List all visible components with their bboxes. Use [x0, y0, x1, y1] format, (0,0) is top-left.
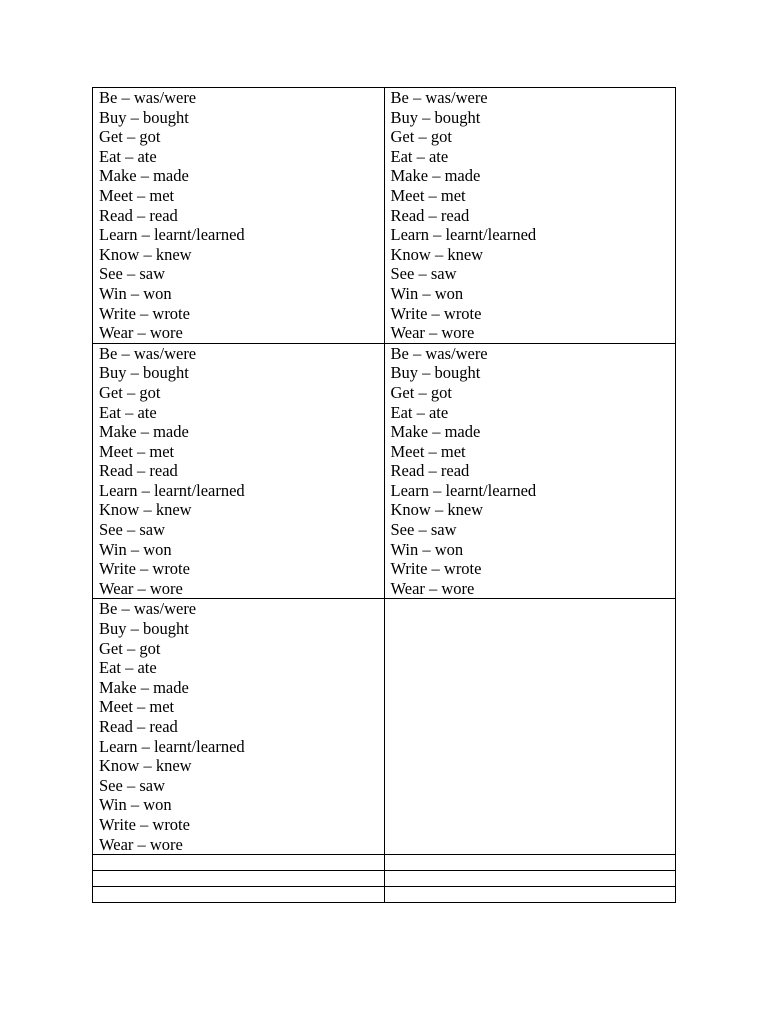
table-cell-empty	[93, 855, 385, 871]
verb-list-item: Read – read	[99, 717, 178, 736]
verb-list-item: Meet – met	[99, 185, 175, 205]
verb-list	[99, 88, 378, 343]
table-cell	[384, 343, 676, 599]
verb-list-item: Make – made	[99, 166, 189, 186]
verb-list-item: Learn – learnt/learned	[390, 480, 537, 500]
verb-list-item: Make – made	[99, 677, 189, 697]
verb-list-item: Know – knew	[99, 500, 192, 520]
table-row-empty	[93, 887, 676, 903]
verb-list-item: Learn – learnt/learned	[390, 225, 537, 245]
verb-list-item: Read – read	[390, 461, 470, 481]
verb-list-item: Meet – met	[390, 185, 466, 205]
verb-list-item: Win – won	[99, 539, 172, 559]
verb-list-item: Learn – learnt/learned	[99, 736, 245, 756]
verb-list-item: Know – knew	[390, 244, 484, 264]
table-row-empty	[93, 855, 676, 871]
verb-list-item: See – saw	[99, 264, 165, 284]
verb-list	[99, 599, 378, 854]
verb-list-item: Know – knew	[99, 244, 192, 264]
verb-list-item: Get – got	[390, 382, 452, 402]
verb-list-item: Learn – learnt/learned	[99, 480, 245, 500]
verb-list-item: Read – read	[99, 205, 178, 225]
verb-list-item: Eat – ate	[390, 402, 449, 422]
verb-list-item: Wear – wore	[99, 323, 183, 343]
verb-list-item: Get – got	[99, 382, 161, 402]
verb-table	[92, 87, 676, 903]
verb-list-item: Be – was/were	[390, 88, 488, 107]
table-cell-empty	[384, 599, 676, 855]
verb-list-item: Read – read	[99, 461, 178, 481]
verb-list-item: Meet – met	[99, 697, 175, 717]
table-row	[93, 599, 676, 855]
verb-list-item: Know – knew	[99, 756, 192, 776]
table-cell	[93, 343, 385, 599]
verb-list-item: Know – knew	[390, 500, 484, 520]
verb-list-item: Be – was/were	[99, 599, 197, 619]
verb-list-item: Get – got	[99, 127, 161, 147]
table-cell	[384, 88, 676, 344]
verb-list-item: Get – got	[99, 638, 161, 658]
verb-list-item: Buy – bought	[99, 619, 189, 639]
verb-list-item: Meet – met	[390, 441, 466, 461]
verb-list-item: See – saw	[390, 520, 457, 540]
table-cell-empty	[384, 871, 676, 887]
verb-list-item: Buy – bought	[99, 107, 189, 127]
verb-list-item: Read – read	[390, 205, 470, 225]
verb-list-item: Write – wrote	[99, 559, 190, 579]
table-cell-empty	[93, 871, 385, 887]
verb-list-item: Win – won	[99, 283, 172, 303]
table-cell	[93, 599, 385, 855]
verb-list-item: Get – got	[390, 127, 452, 147]
table-cell-empty	[384, 855, 676, 871]
verb-list-item: Eat – ate	[99, 146, 157, 166]
verb-list-item: Make – made	[390, 166, 481, 186]
verb-list-item: Win – won	[390, 539, 464, 559]
verb-list-item: Wear – wore	[390, 323, 475, 343]
verb-list-item: See – saw	[99, 775, 165, 795]
verb-list-item: Be – was/were	[99, 88, 197, 107]
verb-list-item: Wear – wore	[99, 578, 183, 598]
verb-list-item: Win – won	[99, 795, 172, 815]
verb-list-item: Be – was/were	[99, 343, 197, 363]
verb-list-item: Write – wrote	[390, 303, 482, 323]
verb-list-item: Write – wrote	[390, 559, 482, 579]
verb-list-item: Learn – learnt/learned	[99, 225, 245, 245]
verb-list-item: See – saw	[99, 520, 165, 540]
verb-list-item: Buy – bought	[99, 363, 189, 383]
table-row-empty	[93, 871, 676, 887]
verb-list	[391, 88, 670, 343]
table-row	[93, 88, 676, 344]
verb-list-item: See – saw	[390, 264, 457, 284]
verb-list-item: Wear – wore	[390, 578, 475, 598]
verb-list-item: Eat – ate	[99, 658, 157, 678]
verb-list-item: Write – wrote	[99, 303, 190, 323]
verb-list-item: Win – won	[390, 283, 464, 303]
verb-list-item: Buy – bought	[390, 363, 481, 383]
verb-list-item: Make – made	[99, 422, 189, 442]
table-cell	[93, 88, 385, 344]
verb-list-item: Buy – bought	[390, 107, 481, 127]
verb-list-item: Be – was/were	[390, 343, 488, 363]
verb-list	[99, 344, 378, 599]
verb-list	[391, 344, 670, 599]
verb-list-item: Make – made	[390, 422, 481, 442]
verb-list-item: Eat – ate	[99, 402, 157, 422]
table-cell-empty	[384, 887, 676, 903]
table-row	[93, 343, 676, 599]
verb-list-item: Write – wrote	[99, 814, 190, 834]
table-cell-empty	[93, 887, 385, 903]
verb-list-item: Meet – met	[99, 441, 175, 461]
verb-list-item: Eat – ate	[390, 146, 449, 166]
verb-list-item: Wear – wore	[99, 834, 183, 854]
